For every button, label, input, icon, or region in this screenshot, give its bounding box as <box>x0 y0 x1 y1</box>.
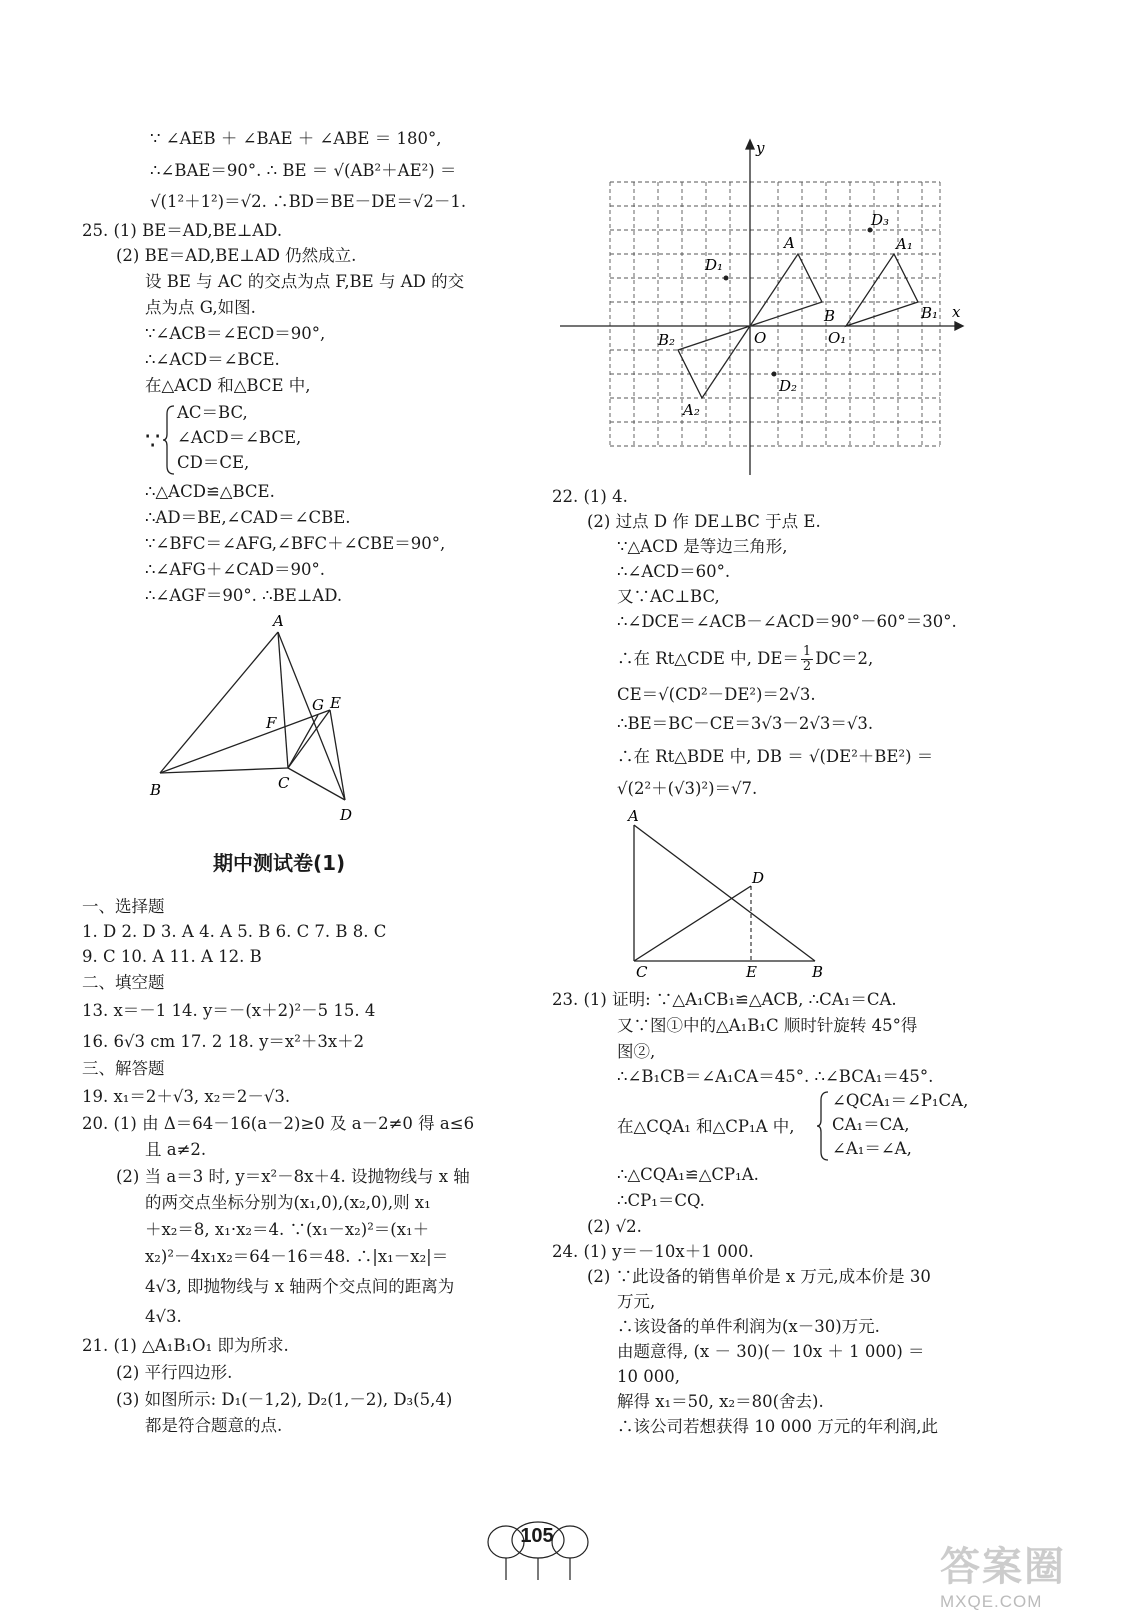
text-line: CE＝√(CD²－DE²)＝2√3. <box>617 685 816 704</box>
text-line: 且 a≠2. <box>145 1140 207 1159</box>
page-number: 105 <box>520 1525 554 1547</box>
label-A: A <box>628 807 639 825</box>
text-line: ∵△ACD 是等边三角形, <box>617 537 788 556</box>
text-line: 9. C 10. A 11. A 12. B <box>82 947 262 966</box>
label-A: A <box>784 234 795 252</box>
text-line: x₂)²－4x₁x₂＝64－16＝48. ∴|x₁－x₂|＝ <box>145 1247 449 1266</box>
label-D: D <box>340 806 353 824</box>
label-F: F <box>266 714 277 732</box>
text-line: (2) BE＝AD,BE⊥AD 仍然成立. <box>116 246 357 265</box>
text-line: (2) ∵此设备的销售单价是 x 万元,成本价是 30 <box>587 1267 931 1286</box>
text-line: ∠ACD＝∠BCE, <box>177 428 302 447</box>
text-line: (2) √2. <box>587 1217 642 1236</box>
text-line: 由题意得, (x － 30)(－ 10x ＋ 1 000) ＝ <box>617 1342 925 1361</box>
text-segment: ∴在 Rt△CDE 中, DE＝ <box>617 649 799 668</box>
text-line: ∴∠AFG＋∠CAD＝90°. <box>145 560 325 579</box>
text-line: ∵∠ACB＝∠ECD＝90°, <box>145 324 326 343</box>
text-line: ∴BE＝BC－CE＝3√3－2√3＝√3. <box>617 714 874 733</box>
text-line: 在△CQA₁ 和△CP₁A 中, <box>617 1117 795 1136</box>
text-line: 又∵图①中的△A₁B₁C 顺时针旋转 45°得 <box>617 1016 918 1035</box>
text-line: 13. x＝－1 14. y＝－(x＋2)²－5 15. 4 <box>82 1001 376 1020</box>
watermark <box>940 1535 1066 1612</box>
text-line: ∴∠ACD＝∠BCE. <box>145 350 280 369</box>
text-line: 二、填空题 <box>82 973 165 992</box>
fraction-numerator: 1 <box>802 644 812 659</box>
fraction-denominator: 2 <box>802 659 812 674</box>
because-symbol: ∵ <box>145 427 161 455</box>
text-line: CD＝CE, <box>177 453 250 472</box>
text-line: 25. (1) BE＝AD,BE⊥AD. <box>82 221 283 240</box>
text-line: 一、选择题 <box>82 897 165 916</box>
figure-q25 <box>140 610 380 830</box>
label-D2: D₂ <box>779 377 798 395</box>
fraction-one-half <box>801 645 813 674</box>
text-line: ∴AD＝BE,∠CAD＝∠CBE. <box>145 508 351 527</box>
text-line: (2) 当 a＝3 时, y＝x²－8x＋4. 设抛物线与 x 轴 <box>116 1167 470 1186</box>
label-B1: B₁ <box>921 304 939 322</box>
text-line: ∴该设备的单件利润为(x－30)万元. <box>617 1317 880 1336</box>
figure-q22 <box>615 805 835 990</box>
label-D3: D₃ <box>871 211 890 229</box>
text-line: (2) 过点 D 作 DE⊥BC 于点 E. <box>587 512 821 531</box>
label-D1: D₁ <box>705 256 724 274</box>
watermark-text: MXQE.COM <box>940 1592 1043 1611</box>
text-line: ∴△ACD≌△BCE. <box>145 482 275 501</box>
text-line: ∴∠DCE＝∠ACB－∠ACD＝90°－60°＝30°. <box>617 612 957 631</box>
label-x: x <box>952 303 961 321</box>
label-D: D <box>752 869 765 887</box>
text-line: 23. (1) 证明: ∵△A₁CB₁≌△ACB, ∴CA₁＝CA. <box>552 990 897 1009</box>
label-A2: A₂ <box>683 401 700 419</box>
text-line: ∴∠ACD＝60°. <box>617 562 731 581</box>
text-line: ∴CP₁＝CQ. <box>617 1191 705 1210</box>
text-line: 万元, <box>617 1292 656 1311</box>
left-brace <box>816 1090 830 1162</box>
label-C: C <box>636 963 648 981</box>
text-line: ∴∠AGF＝90°. ∴BE⊥AD. <box>145 586 343 605</box>
text-line: ∴∠B₁CB＝∠A₁CA＝45°. ∴∠BCA₁＝45°. <box>617 1067 934 1086</box>
text-line: ∠A₁＝∠A, <box>832 1139 912 1158</box>
text-line: 点为点 G,如图. <box>145 298 256 317</box>
label-B: B <box>150 781 162 799</box>
label-E: E <box>330 694 341 712</box>
text-line: ∴在 Rt△BDE 中, DB ＝ √(DE²＋BE²) ＝ <box>617 747 934 766</box>
text-line: (2) 平行四边形. <box>116 1363 233 1382</box>
text-line: 4√3, 即抛物线与 x 轴两个交点间的距离为 <box>145 1277 455 1296</box>
label-y: y <box>756 139 765 157</box>
text-line: 21. (1) △A₁B₁O₁ 即为所求. <box>82 1336 289 1355</box>
text-line: 22. (1) 4. <box>552 487 628 506</box>
text-line: ∵ ∠AEB ＋ ∠BAE ＋ ∠ABE ＝ 180°, <box>150 129 442 148</box>
text-segment: DC＝2, <box>815 649 874 668</box>
text-line: 4√3. <box>145 1307 182 1326</box>
text-line: ∵∠BFC＝∠AFG,∠BFC＋∠CBE＝90°, <box>145 534 446 553</box>
text-line <box>617 645 873 674</box>
left-brace <box>162 404 176 476</box>
text-line: 24. (1) y＝－10x＋1 000. <box>552 1242 754 1261</box>
label-G: G <box>312 696 324 714</box>
text-line: CA₁＝CA, <box>832 1115 910 1134</box>
text-line: 三、解答题 <box>82 1059 165 1078</box>
coordinate-grid-figure <box>555 135 985 485</box>
text-line: ∴∠BAE＝90°. ∴ BE ＝ √(AB²＋AE²) ＝ <box>150 161 457 180</box>
text-line: √(2²＋(√3)²)＝√7. <box>617 779 758 798</box>
text-line: 都是符合题意的点. <box>145 1416 283 1435</box>
text-line: 在△ACD 和△BCE 中, <box>145 376 311 395</box>
watermark-logo-icon: 答案圈 <box>940 1544 1066 1590</box>
text-line: 20. (1) 由 Δ＝64－16(a－2)≥0 及 a－2≠0 得 a≤6 <box>82 1114 475 1133</box>
text-line: (3) 如图所示: D₁(－1,2), D₂(1,－2), D₃(5,4) <box>116 1390 453 1409</box>
text-line: 的两交点坐标分别为(x₁,0),(x₂,0),则 x₁ <box>145 1193 431 1212</box>
label-O: O <box>754 329 767 347</box>
text-line: 又∵AC⊥BC, <box>617 587 720 606</box>
text-line: 解得 x₁＝50, x₂＝80(舍去). <box>617 1392 824 1411</box>
section-title: 期中测试卷(1) <box>213 851 346 875</box>
text-line: ∴△CQA₁≌△CP₁A. <box>617 1165 759 1184</box>
label-A1: A₁ <box>896 235 913 253</box>
text-line: 19. x₁＝2＋√3, x₂＝2－√3. <box>82 1087 291 1106</box>
text-line: 10 000, <box>617 1367 680 1386</box>
text-line: √(1²＋1²)＝√2. ∴BD＝BE－DE＝√2－1. <box>150 192 467 211</box>
text-line: ＋x₂＝8, x₁·x₂＝4. ∵(x₁－x₂)²＝(x₁＋ <box>145 1220 430 1239</box>
label-O1: O₁ <box>828 329 847 347</box>
label-E: E <box>746 963 757 981</box>
text-line: 16. 6√3 cm 17. 2 18. y＝x²＋3x＋2 <box>82 1032 365 1051</box>
label-B: B <box>824 307 836 325</box>
text-line: ∴该公司若想获得 10 000 万元的年利润,此 <box>617 1417 938 1436</box>
text-line: ∠QCA₁＝∠P₁CA, <box>832 1091 969 1110</box>
label-B2: B₂ <box>658 331 676 349</box>
label-A: A <box>273 612 284 630</box>
text-line: 图②, <box>617 1042 656 1061</box>
text-line: 1. D 2. D 3. A 4. A 5. B 6. C 7. B 8. C <box>82 922 387 941</box>
label-B: B <box>812 963 824 981</box>
label-C: C <box>278 774 290 792</box>
text-line: AC＝BC, <box>177 403 248 422</box>
text-line: 设 BE 与 AC 的交点为点 F,BE 与 AD 的交 <box>145 272 465 291</box>
